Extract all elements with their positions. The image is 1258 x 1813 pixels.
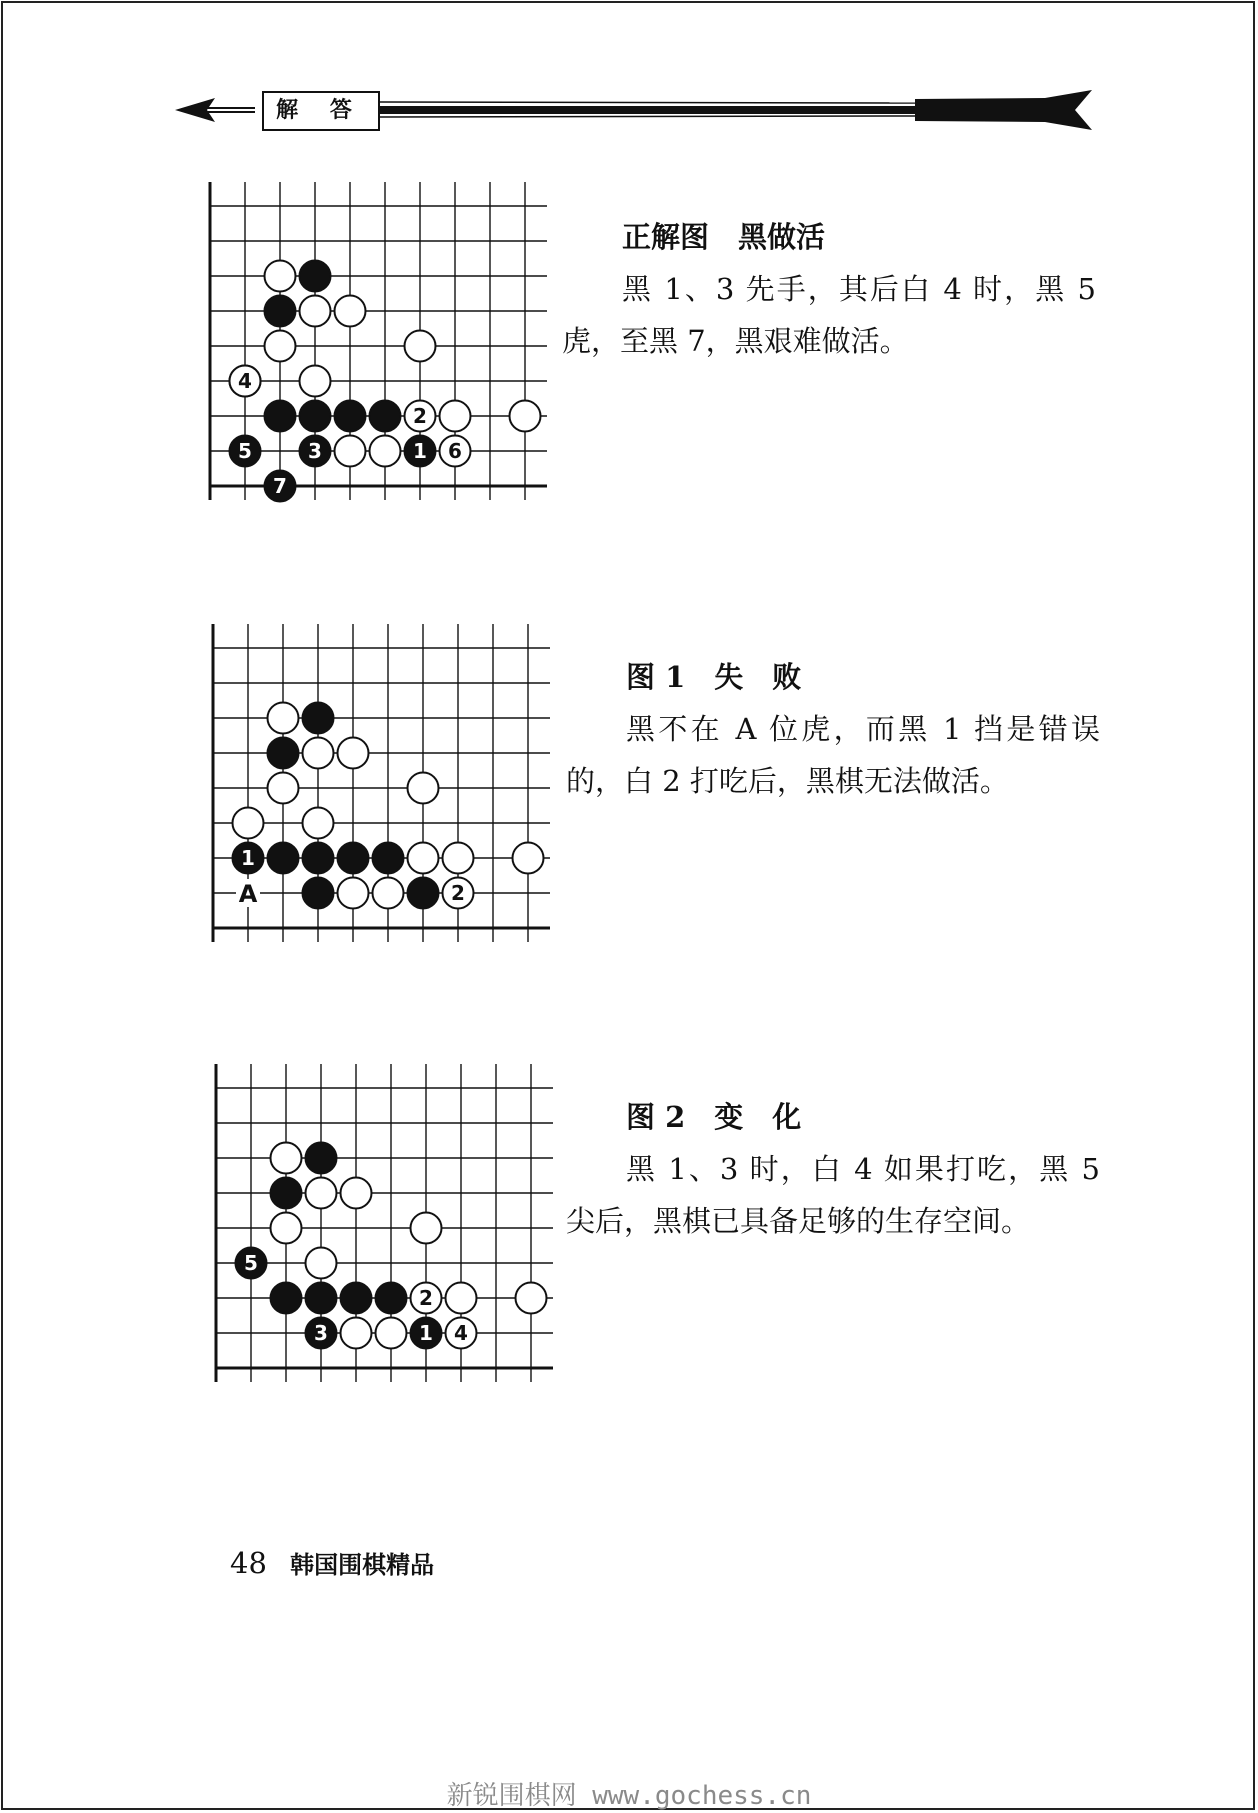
black-stone [341,1283,372,1314]
move-number: 2 [451,881,465,905]
white-stone [303,738,334,769]
black-stone [268,738,299,769]
black-stone-numbered [411,1318,442,1349]
white-stone [306,1178,337,1209]
black-stone [300,261,331,292]
move-number: 3 [308,439,322,463]
black-stone [303,878,334,909]
white-stone [265,331,296,362]
white-stone [446,1283,477,1314]
caption-title: 图 1 失 败 [626,660,802,694]
black-stone-numbered [405,436,436,467]
black-stone [268,843,299,874]
white-stone [268,773,299,804]
move-number: 1 [413,439,427,463]
white-stone [373,878,404,909]
black-stone-numbered [230,436,261,467]
black-stone [306,1143,337,1174]
caption-title: 正解图 黑做活 [622,220,826,254]
move-number: 4 [238,369,252,393]
black-stone [370,401,401,432]
white-stone [271,1213,302,1244]
caption-title: 图 2 变 化 [626,1100,802,1134]
go-board-diagram-variation [213,1064,553,1404]
move-number: 3 [314,1321,328,1345]
white-stone [516,1283,547,1314]
white-stone-numbered [440,436,471,467]
black-stone [265,296,296,327]
black-stone [303,843,334,874]
black-stone-numbered [300,436,331,467]
white-stone [341,1178,372,1209]
white-stone [265,261,296,292]
black-stone [338,843,369,874]
black-stone [306,1283,337,1314]
white-stone [405,331,436,362]
header-label: 解 答 [276,98,364,123]
white-stone [370,436,401,467]
white-stone [271,1143,302,1174]
white-stone [300,366,331,397]
go-board-diagram-failure [210,624,550,960]
caption-correct-solution [562,211,1096,367]
site-watermark: 新锐围棋网 www.gochess.cn [446,1781,812,1811]
move-number: 5 [244,1251,258,1275]
caption-body: 黑不在 A 位虎，而黑 1 挡是错误的，白 2 打吃后，黑棋无法做活。 [566,712,1100,798]
black-stone [271,1283,302,1314]
move-number: 5 [238,439,252,463]
move-number: 6 [448,439,462,463]
move-number: 2 [413,404,427,428]
caption-failure [566,651,1100,807]
white-stone [510,401,541,432]
black-stone [408,878,439,909]
book-title: 韩国围棋精品 [290,1551,435,1579]
white-stone [440,401,471,432]
black-stone-numbered [306,1318,337,1349]
white-stone [341,1318,372,1349]
black-stone [335,401,366,432]
white-stone [408,843,439,874]
black-stone-numbered [233,843,264,874]
white-stone-numbered [443,878,474,909]
caption-body: 黑 1、3 先手，其后白 4 时，黑 5 虎，至黑 7，黑艰难做活。 [562,272,1096,358]
white-stone-numbered [446,1318,477,1349]
black-stone [376,1283,407,1314]
move-number: 1 [419,1321,433,1345]
white-stone [513,843,544,874]
black-stone [271,1178,302,1209]
white-stone [376,1318,407,1349]
move-number: 4 [454,1321,468,1345]
white-stone [443,843,474,874]
white-stone [411,1213,442,1244]
black-stone [300,401,331,432]
page-number: 48 [230,1546,267,1580]
white-stone-numbered [230,366,261,397]
white-stone [335,296,366,327]
white-stone [335,436,366,467]
white-stone [408,773,439,804]
black-stone [265,401,296,432]
white-stone [338,878,369,909]
white-stone [303,808,334,839]
black-stone-numbered [265,471,296,502]
black-stone [373,843,404,874]
white-stone [300,296,331,327]
move-number: 2 [419,1286,433,1310]
move-number: 7 [273,474,287,498]
white-stone [268,703,299,734]
white-stone-numbered [411,1283,442,1314]
white-stone [306,1248,337,1279]
caption-body: 黑 1、3 时，白 4 如果打吃，黑 5 尖后，黑棋已具备足够的生存空间。 [566,1152,1100,1238]
white-stone [338,738,369,769]
white-stone [233,808,264,839]
go-board-diagram-correct [207,182,547,534]
point-label: A [238,880,258,908]
page-footer [230,1545,434,1580]
black-stone-numbered [236,1248,267,1279]
white-stone-numbered [405,401,436,432]
black-stone [303,703,334,734]
move-number: 1 [241,846,255,870]
caption-variation [566,1091,1100,1247]
